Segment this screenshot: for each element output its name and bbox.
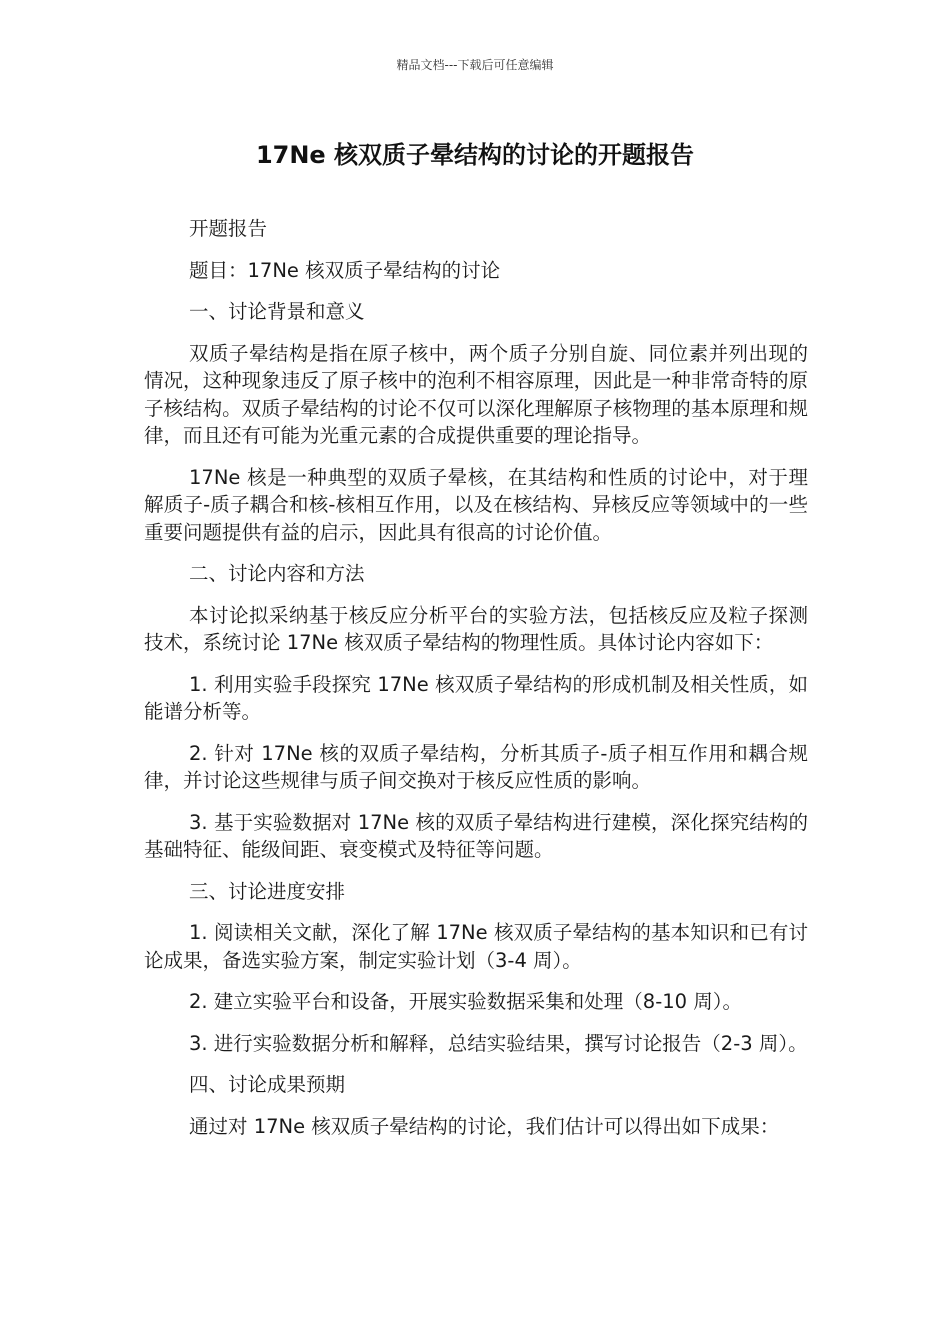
section-heading-schedule: 三、讨论进度安排 <box>189 879 346 903</box>
list-item-schedule-1: 1. 阅读相关文献，深化了解 17Ne 核双质子晕结构的基本知识和已有讨论成果，备选实验方案，制定实验计划（3-4 周）。 <box>144 921 808 972</box>
paragraph-background-2: 17Ne 核是一种典型的双质子晕核，在其结构和性质的讨论中，对于理解质子-质子耦合和核-核相互作用，以及在核结构、异核反应等领域中的一些重要问题提供有益的启示，因此具有很高的讨论价值。 <box>144 465 808 544</box>
document-body <box>144 215 808 1154</box>
document-title: 17Ne 核双质子晕结构的讨论的开题报告 <box>255 141 695 169</box>
list-item-schedule-2: 2. 建立实验平台和设备，开展实验数据采集和处理（8-10 周）。 <box>189 990 743 1013</box>
paragraph-report-label: 开题报告 <box>189 217 268 240</box>
list-item-method-1: 1. 利用实验手段探究 17Ne 核双质子晕结构的形成机制及相关性质，如能谱分析等。 <box>144 672 808 723</box>
paragraph-expected-results: 通过对 17Ne 核双质子晕结构的讨论，我们估计可以得出如下成果： <box>189 1114 780 1138</box>
paragraph-methods-intro: 本讨论拟采纳基于核反应分析平台的实验方法，包括核反应及粒子探测技术，系统讨论 17Ne 核双质子晕结构的物理性质。具体讨论内容如下： <box>144 603 808 654</box>
paragraph-topic: 题目：17Ne 核双质子晕结构的讨论 <box>189 258 501 282</box>
list-item-method-2: 2. 针对 17Ne 核的双质子晕结构，分析其质子-质子相互作用和耦合规律，并讨论这些规律与质子间交换对于核反应性质的影响。 <box>144 741 808 792</box>
section-heading-expected-results: 四、讨论成果预期 <box>189 1073 346 1096</box>
list-item-schedule-3: 3. 进行实验数据分析和解释，总结实验结果，撰写讨论报告（2-3 周）。 <box>189 1031 808 1055</box>
page-header: 精品文档---下载后可任意编辑 <box>396 58 554 72</box>
section-heading-background: 一、讨论背景和意义 <box>189 300 365 323</box>
section-heading-content-methods: 二、讨论内容和方法 <box>189 562 365 585</box>
list-item-method-3: 3. 基于实验数据对 17Ne 核的双质子晕结构进行建模，深化探究结构的基础特征、能级间距、衰变模式及特征等问题。 <box>144 810 808 861</box>
paragraph-background-1: 双质子晕结构是指在原子核中，两个质子分别自旋、同位素并列出现的情况，这种现象违反了原子核中的泡利不相容原理，因此是一种非常奇特的原子核结构。双质子晕结构的讨论不仅可以深化理解原子核物理的基本原理和规律，而且还有可能为光重元素的合成提供重要的理论指导。 <box>144 341 808 447</box>
